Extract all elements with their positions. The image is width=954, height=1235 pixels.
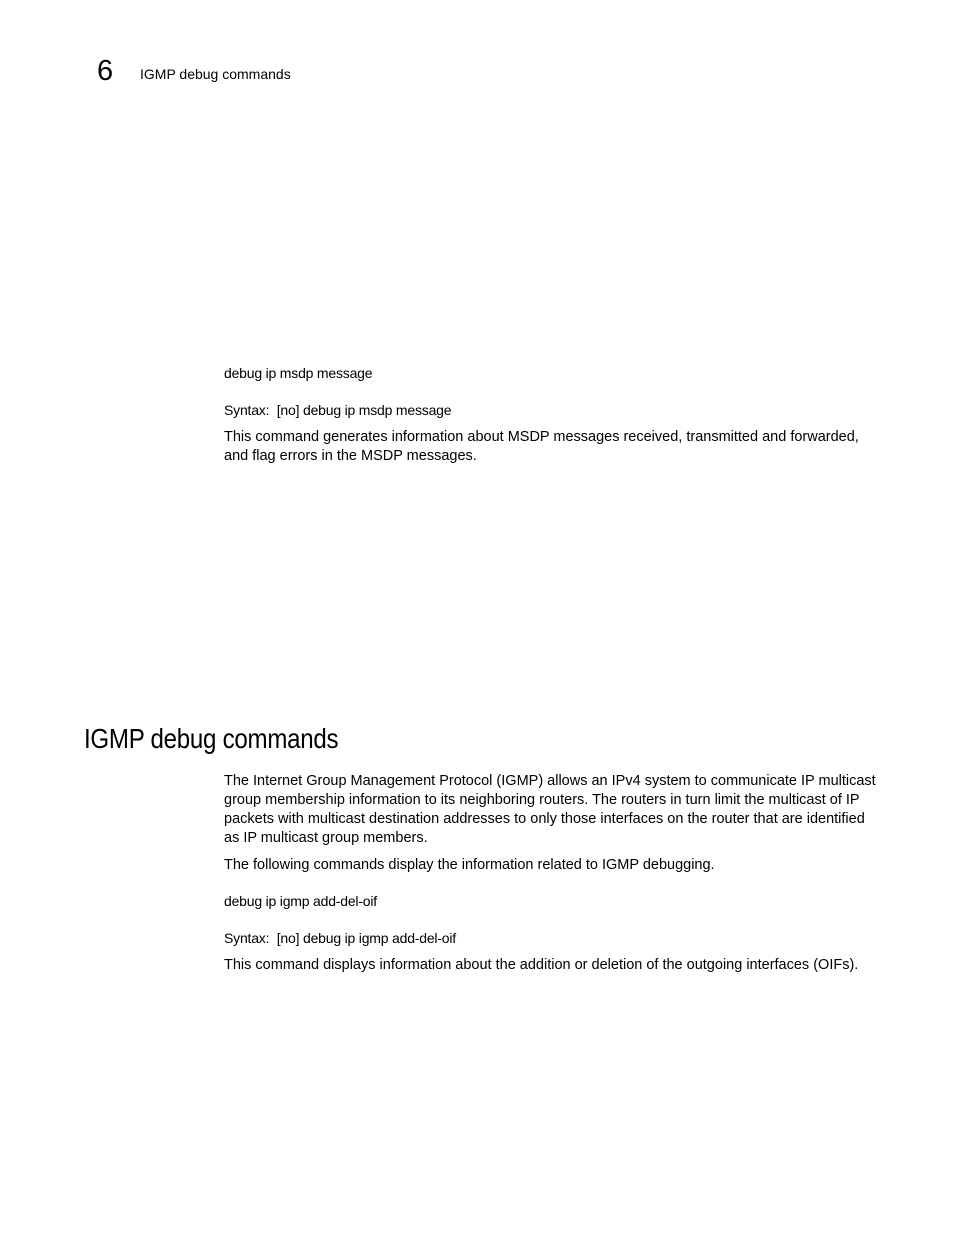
syntax-label: Syntax: [224, 402, 270, 418]
syntax-line-msdp-message [224, 401, 451, 419]
syntax-close-bracket: ] [295, 402, 300, 418]
syntax-close-bracket: ] [295, 930, 300, 946]
syntax-no-keyword: no [280, 930, 296, 946]
syntax-label: Syntax: [224, 930, 270, 946]
igmp-lead-in-paragraph: The following commands display the information related to IGMP debugging. [224, 857, 715, 873]
description-igmp-add-del-oif: This command displays information about the addition or deletion of the outgoing interfaces (OIFs). [224, 957, 859, 973]
chapter-number: 6 [97, 55, 114, 87]
command-heading-msdp-message: debug ip msdp message [224, 365, 373, 381]
syntax-no-keyword: no [280, 402, 296, 418]
syntax-open-bracket: [ [276, 402, 281, 418]
igmp-intro-paragraph: The Internet Group Management Protocol (IGMP) allows an IPv4 system to communicate IP multicast group membership information to its neighboring routers. The routers in turn limit the multicast of IP packets with multicast destination addresses to only those interfaces on the router that are identified as IP multicast group members. [224, 773, 876, 846]
syntax-command: debug ip igmp add-del-oif [302, 930, 456, 946]
section-title-igmp: IGMP debug commands [84, 723, 339, 754]
syntax-open-bracket: [ [276, 930, 281, 946]
running-header-title: IGMP debug commands [140, 66, 291, 82]
description-msdp-message: This command generates information about MSDP messages received, transmitted and forwarded, and flag errors in the MSDP messages. [224, 429, 859, 464]
syntax-command: debug ip msdp message [302, 402, 452, 418]
command-heading-igmp-add-del-oif: debug ip igmp add-del-oif [224, 893, 377, 909]
syntax-line-igmp-add-del-oif [224, 929, 456, 947]
